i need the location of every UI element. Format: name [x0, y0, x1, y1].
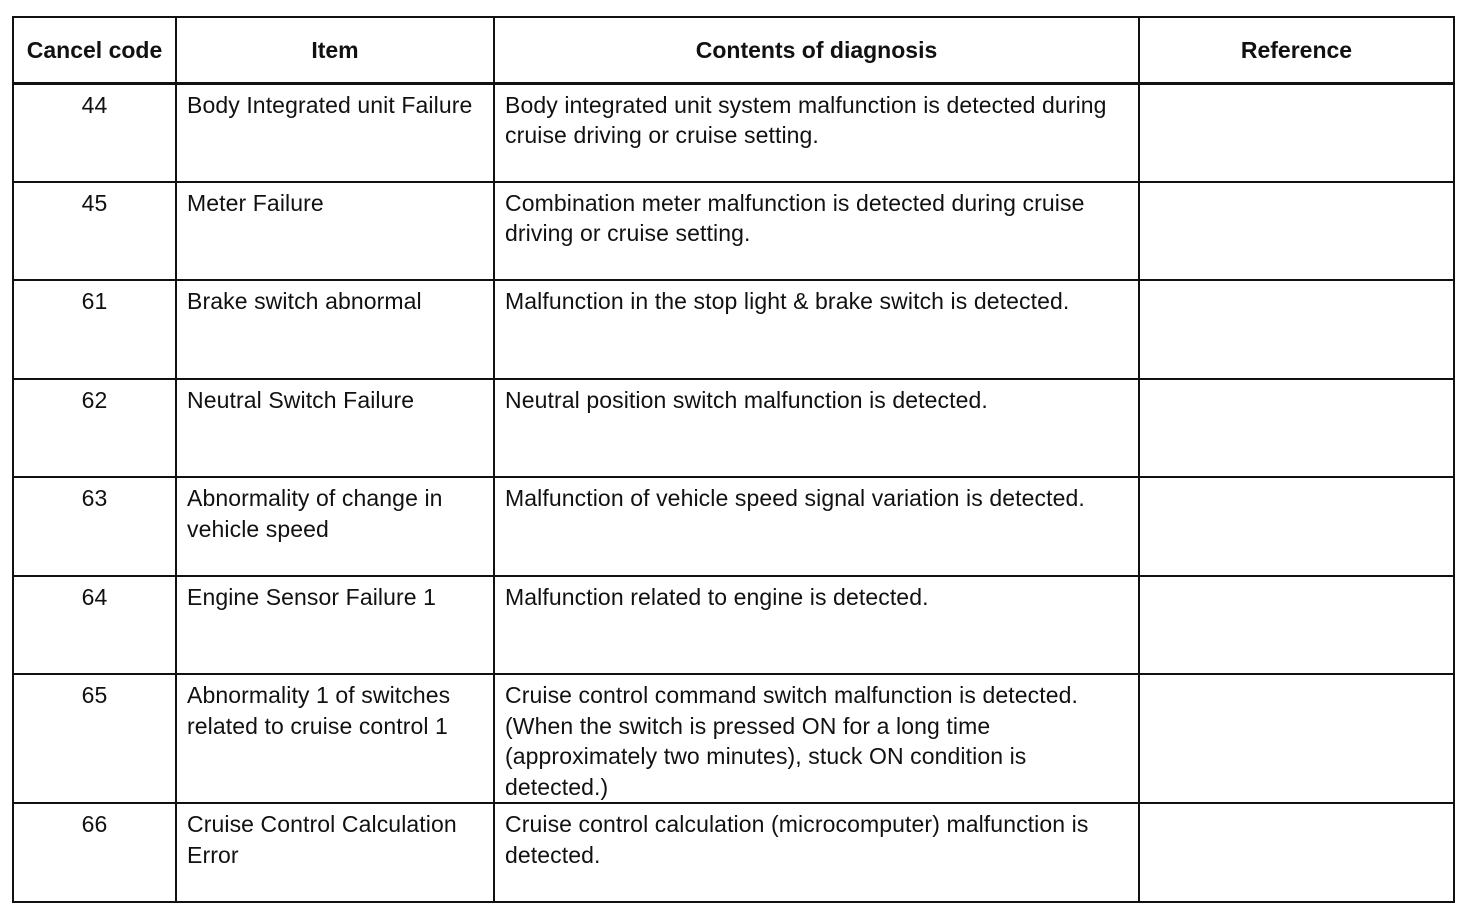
cancel-code-cell: 61: [13, 280, 176, 379]
contents-cell: Combination meter malfunction is detected during cruise driving or cruise setting.: [494, 182, 1139, 281]
cancel-code-cell: 63: [13, 477, 176, 576]
contents-cell: Cruise control command switch malfunction is detected. (When the switch is pressed ON for a long time (approximately two minutes), stuck ON condition is detected.): [494, 674, 1139, 803]
reference-cell: [1139, 576, 1454, 675]
item-cell: Cruise Control Calculation Error: [176, 803, 494, 902]
item-cell: Brake switch abnormal: [176, 280, 494, 379]
header-contents-of-diagnosis: Contents of diagnosis: [494, 17, 1139, 83]
reference-cell: [1139, 83, 1454, 182]
item-cell: Body Integrated unit Failure: [176, 83, 494, 182]
header-cancel-code: Cancel code: [13, 17, 176, 83]
cancel-code-cell: 66: [13, 803, 176, 902]
contents-cell: Body integrated unit system malfunction is detected during cruise driving or cruise setting.: [494, 83, 1139, 182]
table-row: [13, 803, 1454, 902]
reference-cell: [1139, 803, 1454, 902]
reference-cell: [1139, 674, 1454, 803]
cancel-code-cell: 62: [13, 379, 176, 478]
item-cell: Abnormality of change in vehicle speed: [176, 477, 494, 576]
item-cell: Neutral Switch Failure: [176, 379, 494, 478]
reference-cell: [1139, 379, 1454, 478]
item-cell: Meter Failure: [176, 182, 494, 281]
table-row: [13, 83, 1454, 182]
item-cell: Engine Sensor Failure 1: [176, 576, 494, 675]
table-row: [13, 182, 1454, 281]
table-row: [13, 280, 1454, 379]
header-row: [13, 17, 1454, 83]
table-row: [13, 576, 1454, 675]
table-row: [13, 674, 1454, 803]
item-cell: Abnormality 1 of switches related to cruise control 1: [176, 674, 494, 803]
contents-cell: Neutral position switch malfunction is detected.: [494, 379, 1139, 478]
reference-cell: [1139, 477, 1454, 576]
cancel-code-cell: 64: [13, 576, 176, 675]
cancel-code-table: [12, 16, 1455, 903]
contents-cell: Malfunction related to engine is detected.: [494, 576, 1139, 675]
contents-cell: Cruise control calculation (microcomputer) malfunction is detected.: [494, 803, 1139, 902]
table-body: [13, 83, 1454, 902]
cancel-code-cell: 45: [13, 182, 176, 281]
reference-cell: [1139, 182, 1454, 281]
cancel-code-cell: 65: [13, 674, 176, 803]
header-reference: Reference: [1139, 17, 1454, 83]
table-row: [13, 379, 1454, 478]
reference-cell: [1139, 280, 1454, 379]
cancel-code-cell: 44: [13, 83, 176, 182]
contents-cell: Malfunction in the stop light & brake switch is detected.: [494, 280, 1139, 379]
header-item: Item: [176, 17, 494, 83]
table-header: [13, 17, 1454, 83]
table-row: [13, 477, 1454, 576]
contents-cell: Malfunction of vehicle speed signal variation is detected.: [494, 477, 1139, 576]
